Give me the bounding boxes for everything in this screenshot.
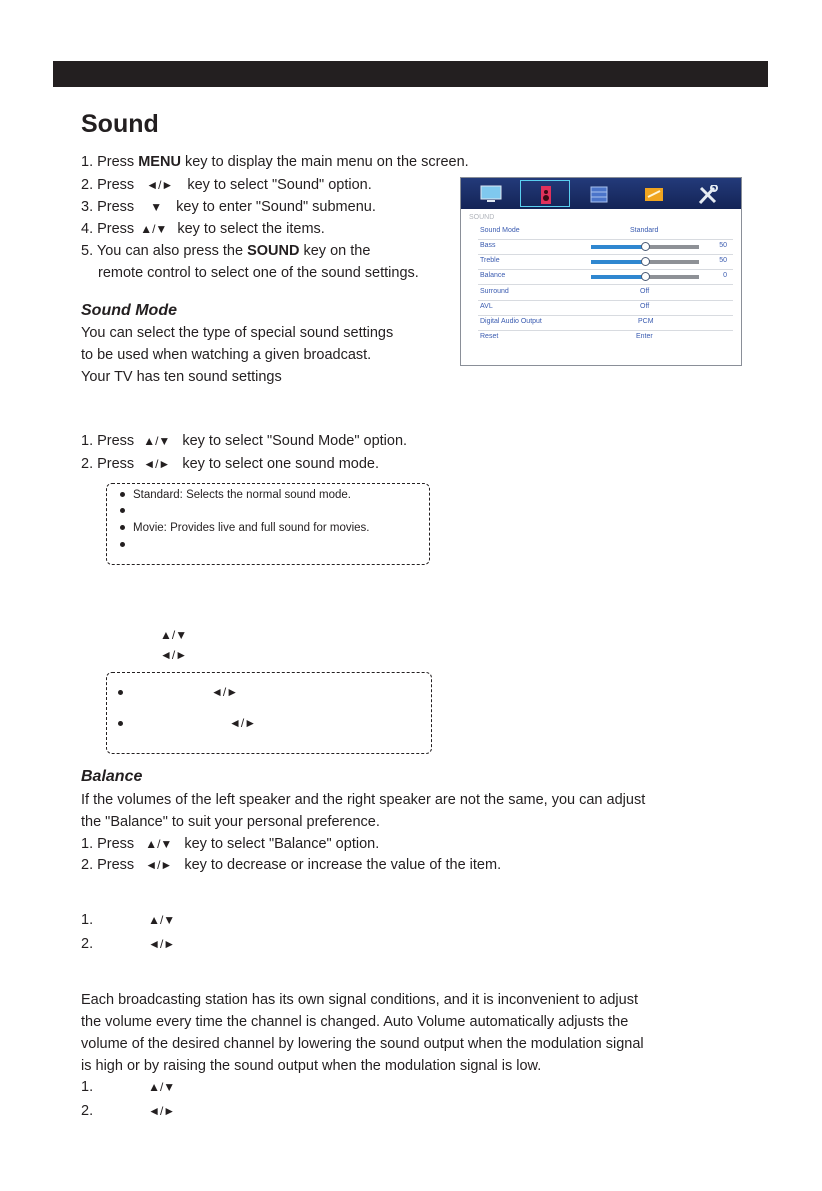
slider-knob[interactable] xyxy=(641,272,650,281)
balance-heading: Balance xyxy=(81,768,143,785)
balance-slider[interactable] xyxy=(591,275,699,279)
sound-mode-item: Standard: Selects the normal sound mode. xyxy=(120,489,351,501)
up-down-arrows-icon: ▲/▼ xyxy=(140,222,168,236)
sound-mode-item xyxy=(120,505,133,517)
bass-slider[interactable] xyxy=(591,245,699,249)
balance-desc-1: If the volumes of the left speaker and the right speaker are not the same, you can adjust xyxy=(81,792,646,808)
slider-knob[interactable] xyxy=(641,242,650,251)
speaker-icon xyxy=(535,186,557,204)
sound-mode-desc-2: to be used when watching a given broadcast. xyxy=(81,347,372,363)
left-right-arrows-icon: ◄/► xyxy=(143,457,171,471)
function-icon xyxy=(643,185,665,203)
intro-step-5-cont: remote control to select one of the sound settings. xyxy=(98,265,419,281)
bullet-icon xyxy=(120,542,125,547)
left-right-arrows-icon: ◄/► xyxy=(229,716,257,730)
avl-desc-2: the volume every time the channel is changed. Auto Volume automatically adjusts the xyxy=(81,1014,629,1030)
bullet-icon xyxy=(120,508,125,513)
menu-row-treble[interactable]: Treble 50 xyxy=(478,254,733,270)
left-right-arrows-icon: ◄/► xyxy=(148,1104,176,1118)
sound-mode-step-2: 2. Press ◄/► key to select one sound mode. xyxy=(81,456,380,472)
sound-mode-item: Movie: Provides live and full sound for movies. xyxy=(120,522,370,534)
sound-mode-desc-1: You can select the type of special sound settings xyxy=(81,325,394,341)
left-right-arrows-icon: ◄/► xyxy=(145,858,173,872)
intro-step-1: 1. Press MENU key to display the main menu on the screen. xyxy=(81,154,469,170)
surround-step-1: 1. ▲/▼ xyxy=(81,912,176,928)
intro-step-2: 2. Press ◄/► key to select "Sound" option. xyxy=(81,177,372,193)
picture-tab[interactable] xyxy=(466,180,516,207)
channel-icon xyxy=(588,185,610,203)
left-right-arrows-icon: ◄/► xyxy=(148,937,176,951)
balance-step-1: 1. Press ▲/▼ key to select "Balance" option. xyxy=(81,836,380,852)
balance-desc-2: the "Balance" to suit your personal preference. xyxy=(81,814,380,830)
function-tab[interactable] xyxy=(629,180,679,207)
balance-step-2: 2. Press ◄/► key to decrease or increase the value of the item. xyxy=(81,857,502,873)
tools-icon xyxy=(697,185,719,205)
sound-mode-heading: Sound Mode xyxy=(81,302,177,319)
intro-step-4: 4. Press ▲/▼ key to select the items. xyxy=(81,221,325,237)
avl-step-1: 1. ▲/▼ xyxy=(81,1079,176,1095)
menu-row-reset[interactable]: Reset Enter xyxy=(480,333,653,340)
menu-row-avl[interactable]: AVL Off xyxy=(478,300,733,316)
avl-step-2: 2. ◄/► xyxy=(81,1103,176,1119)
bullet-icon xyxy=(118,690,123,695)
menu-row-digital-audio-output[interactable]: Digital Audio Output PCM xyxy=(478,315,733,331)
note-item xyxy=(118,716,256,730)
sound-menu-screenshot xyxy=(460,177,742,366)
up-down-arrows-icon: ▲/▼ xyxy=(145,837,173,851)
up-down-arrows-icon: ▲/▼ xyxy=(160,628,188,642)
menu-icon-bar xyxy=(461,178,741,209)
menu-row-bass[interactable]: Bass 50 xyxy=(478,239,733,255)
bullet-icon xyxy=(120,525,125,530)
menu-row-sound-mode[interactable]: Sound Mode Standard xyxy=(478,224,733,240)
setup-tab[interactable] xyxy=(683,180,733,207)
left-right-arrows-icon: ◄/► xyxy=(146,178,174,192)
up-down-arrows-icon: ▲/▼ xyxy=(143,434,171,448)
menu-row-surround[interactable]: Surround Off xyxy=(478,285,733,301)
down-arrow-icon: ▼ xyxy=(150,200,163,214)
menu-section-label: SOUND xyxy=(469,214,495,221)
left-right-arrows-icon: ◄/► xyxy=(211,685,239,699)
intro-step-5: 5. You can also press the SOUND key on the xyxy=(81,243,371,259)
up-down-arrows-icon: ▲/▼ xyxy=(148,913,176,927)
surround-step-2: 2. ◄/► xyxy=(81,936,176,952)
sound-tab[interactable] xyxy=(520,180,570,207)
tv-icon xyxy=(480,185,502,203)
treble-slider[interactable] xyxy=(591,260,699,264)
channel-tab[interactable] xyxy=(574,180,624,207)
sound-mode-step-1: 1. Press ▲/▼ key to select "Sound Mode" option. xyxy=(81,433,408,449)
menu-row-balance[interactable]: Balance 0 xyxy=(478,269,733,285)
bullet-icon xyxy=(118,721,123,726)
slider-knob[interactable] xyxy=(641,257,650,266)
page-title: Sound xyxy=(81,110,159,138)
avl-desc-4: is high or by raising the sound output when the modulation signal is low. xyxy=(81,1058,542,1074)
avl-desc-1: Each broadcasting station has its own signal conditions, and it is inconvenient to adjust xyxy=(81,992,638,1008)
bullet-icon xyxy=(120,492,125,497)
intro-step-3: 3. Press ▼ key to enter "Sound" submenu. xyxy=(81,199,376,215)
page-header-bar xyxy=(53,61,768,87)
up-down-arrows-icon: ▲/▼ xyxy=(148,1080,176,1094)
sound-mode-item xyxy=(120,539,133,551)
left-right-arrows-icon: ◄/► xyxy=(160,648,188,662)
note-item xyxy=(118,685,238,699)
sound-mode-desc-3: Your TV has ten sound settings xyxy=(81,369,282,385)
avl-desc-3: volume of the desired channel by lowering the sound output when the modulation signal xyxy=(81,1036,644,1052)
